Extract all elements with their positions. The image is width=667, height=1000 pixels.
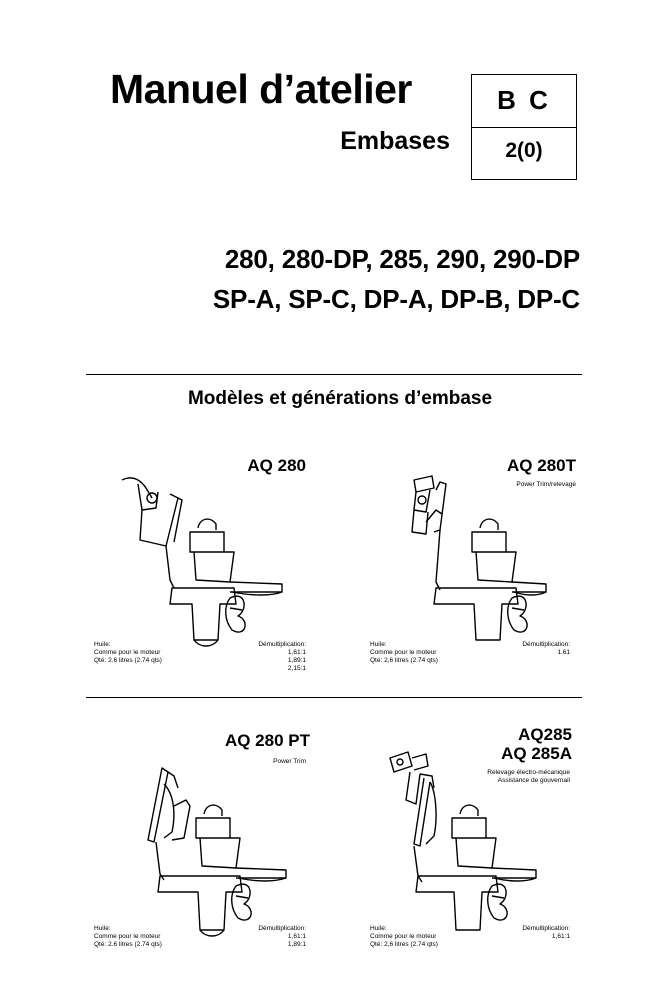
panel-3-oil-spec: Comme pour le moteur: [94, 933, 161, 940]
panel-3-sterndrive-illustration: [134, 758, 314, 933]
panel-1-oil-quantity: Qté: 2.6 litres (2.74 qts): [94, 657, 162, 664]
document-subtitle: Embases: [340, 127, 450, 155]
panel-4-sterndrive-illustration: [380, 748, 560, 933]
panel-1-sterndrive-illustration: [112, 470, 292, 640]
panel-2-feature: Power Trim/relevage: [516, 481, 576, 488]
panel-2-model-name: AQ 280T: [507, 456, 576, 475]
panel-3-model-name: AQ 280 PT: [224, 731, 310, 750]
panel-4-ratio-label: Démultiplication:: [522, 925, 570, 932]
section-code: B C: [497, 85, 551, 115]
panel-4-ratio-1: 1,61:1: [551, 933, 570, 940]
document-title: Manuel d’atelier: [110, 66, 412, 112]
section-code-box: [471, 74, 577, 180]
panel-4-oil-spec: Comme pour le moteur: [370, 933, 437, 940]
panel-2-ratio-1: 1.61: [557, 649, 570, 656]
panel-1-ratio-1: 1,61:1: [287, 649, 306, 656]
panel-2-sterndrive-illustration: [396, 470, 576, 640]
edition-code: 2(0): [505, 139, 543, 162]
panel-4-feature-1: Relevage électro-mécanique: [487, 769, 570, 776]
panel-3-ratio-2: 1,89:1: [287, 941, 306, 948]
model-list-line-1: 280, 280-DP, 285, 290, 290-DP: [224, 244, 580, 274]
panel-2-oil-spec: Comme pour le moteur: [370, 649, 437, 656]
panel-1-model-name: AQ 280: [247, 456, 306, 475]
panel-4-model-name-alt: AQ 285A: [501, 744, 572, 763]
panel-3-ratio-1: 1,61:1: [287, 933, 306, 940]
panel-3-feature: Power Trim: [273, 758, 306, 765]
panel-4-oil-quantity: Qté: 2,6 litres (2.74 qts): [370, 941, 438, 948]
panel-3-oil-quantity: Qté: 2.6 litres (2.74 qts): [94, 941, 162, 948]
section-title: Modèles et générations d’embase: [187, 388, 493, 409]
panel-1-ratio-label: Démultiplication:: [258, 641, 306, 648]
panel-2-oil-label: Huile:: [370, 641, 387, 648]
panel-3-oil-label: Huile:: [94, 925, 111, 932]
panel-1-ratio-2: 1,89:1: [287, 657, 306, 664]
panel-1-ratio-3: 2,15:1: [287, 665, 306, 672]
panel-1-oil-spec: Comme pour le moteur: [94, 649, 161, 656]
code-box-divider: [472, 127, 576, 128]
panel-4-model-name: AQ285: [518, 725, 572, 744]
panel-4-oil-label: Huile:: [370, 925, 387, 932]
model-list-line-2: SP-A, SP-C, DP-A, DP-B, DP-C: [212, 284, 580, 314]
middle-divider: [86, 697, 582, 698]
panel-3-ratio-label: Démultiplication:: [258, 925, 306, 932]
top-divider: [86, 374, 582, 375]
panel-2-oil-quantity: Qté: 2,6 litres (2.74 qts): [370, 657, 438, 664]
panel-1-oil-label: Huile:: [94, 641, 111, 648]
panel-4-feature-2: Assistance de gouvernail: [497, 777, 570, 784]
panel-2-ratio-label: Démultiplication:: [522, 641, 570, 648]
